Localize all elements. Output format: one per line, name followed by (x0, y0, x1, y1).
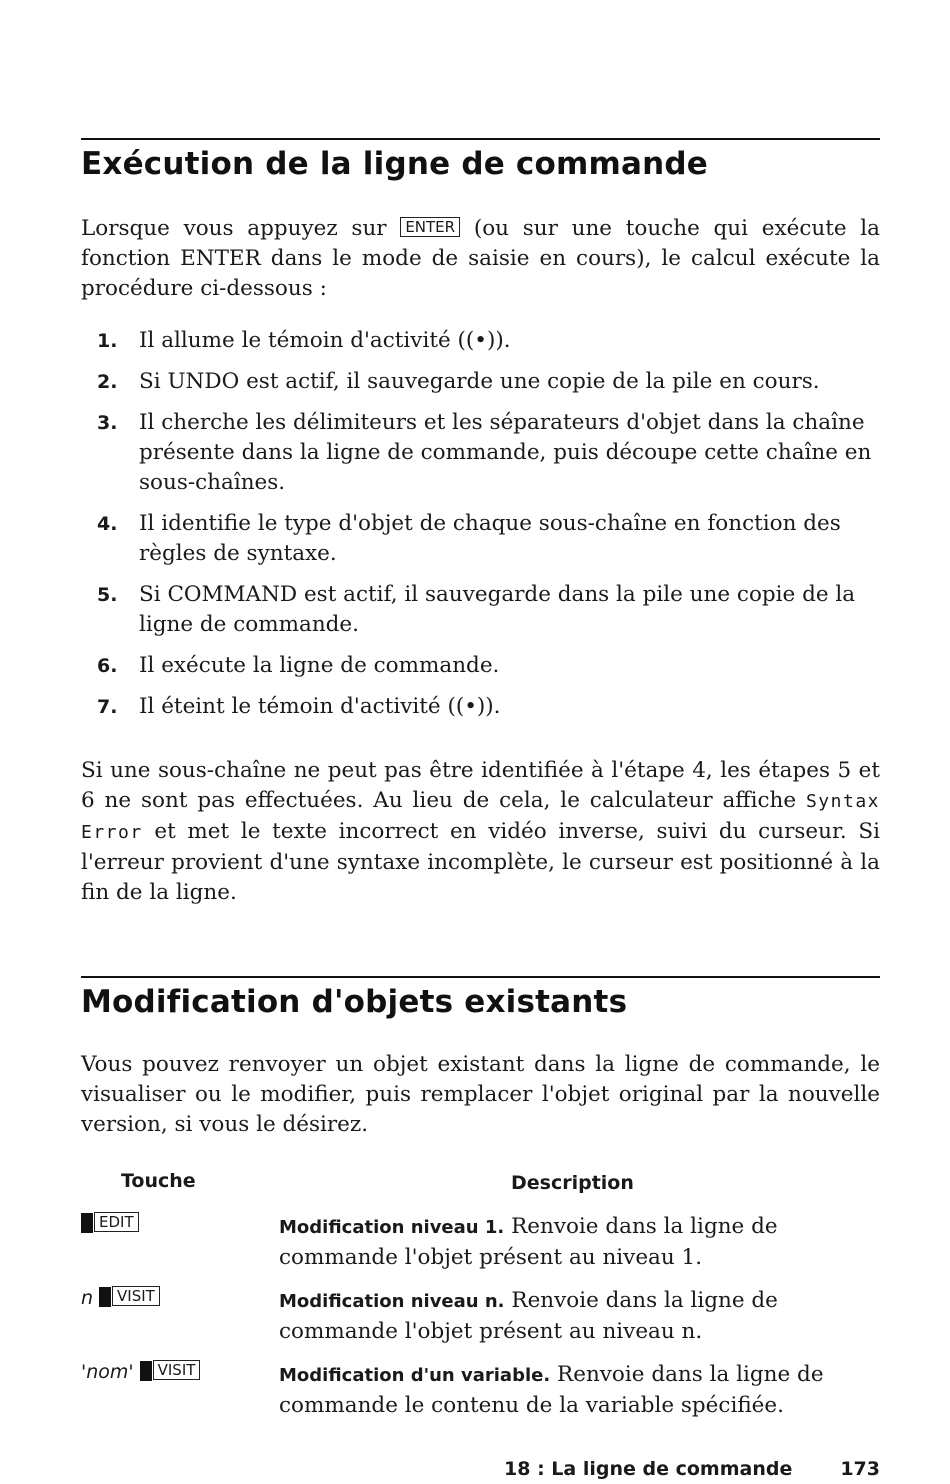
row-lead: Modification niveau n. (279, 1291, 505, 1312)
procedure-steps (81, 326, 880, 733)
intro-text-after: (ou sur une touche qui exécute la fonction ENTER dans le mode de saisie en cours), le calcul exécute la procédure ci-dessous : (81, 216, 880, 301)
visit-key: VISIT (153, 1360, 201, 1380)
page-number: 173 (840, 1458, 880, 1480)
section-title-modification: Modification d'objets existants (81, 984, 628, 1020)
section-title-execution: Exécution de la ligne de commande (81, 146, 709, 182)
step-text: Si UNDO est actif, il sauvegarde une copie de la pile en cours. (139, 369, 820, 394)
key-cell (81, 1360, 200, 1383)
description-cell (279, 1286, 880, 1347)
column-header-key: Touche (121, 1170, 196, 1192)
list-item (81, 651, 880, 681)
footer-chapter: 18 : La ligne de commande (504, 1458, 793, 1480)
description-cell (279, 1212, 880, 1273)
key-prefix: n (81, 1287, 94, 1309)
modification-intro: Vous pouvez renvoyer un objet existant dans la ligne de commande, le visualiser ou le modifier, puis remplacer l'objet original par la nouvelle version, si vous le désirez. (81, 1052, 880, 1137)
row-description: Renvoie dans la ligne de commande l'objet présent au niveau n. (279, 1288, 778, 1344)
shift-key-icon (140, 1361, 152, 1381)
visit-key: VISIT (112, 1286, 160, 1306)
row-description: Renvoie dans la ligne de commande l'objet présent au niveau 1. (279, 1214, 778, 1270)
row-lead: Modification d'un variable. (279, 1365, 551, 1386)
shift-key-icon (81, 1213, 93, 1233)
key-prefix: 'nom' (81, 1361, 134, 1383)
syntax-error-display: Syntax Error (81, 791, 880, 843)
shift-key-icon (99, 1287, 111, 1307)
step-number: 4. (97, 513, 118, 535)
outro-paragraph (81, 756, 880, 908)
list-item (81, 580, 880, 640)
row-lead: Modification niveau 1. (279, 1217, 505, 1238)
list-item (81, 408, 880, 498)
step-text: Il identifie le type d'objet de chaque sous-chaîne en fonction des règles de syntaxe. (139, 511, 841, 566)
step-text: Il cherche les délimiteurs et les séparateurs d'objet dans la chaîne présente dans la ligne de commande, puis découpe cette chaîne en sous-chaînes. (139, 410, 872, 495)
key-cell (81, 1212, 139, 1235)
step-number: 6. (97, 655, 118, 677)
list-item (81, 326, 880, 356)
column-header-description: Description (511, 1172, 634, 1194)
step-number: 1. (97, 330, 118, 352)
page-footer (504, 1458, 880, 1480)
description-cell (279, 1360, 880, 1421)
edit-key: EDIT (94, 1212, 139, 1232)
step-number: 7. (97, 696, 118, 718)
outro-text-before: Si une sous-chaîne ne peut pas être identifiée à l'étape 4, les étapes 5 et 6 ne sont pas effectuées. Au lieu de cela, le calculateur affiche (81, 758, 880, 813)
step-text: Il éteint le témoin d'activité ((•)). (139, 694, 501, 719)
section-rule (81, 138, 880, 140)
intro-paragraph (81, 214, 880, 304)
step-text: Il allume le témoin d'activité ((•)). (139, 328, 511, 353)
step-text: Il exécute la ligne de commande. (139, 653, 500, 678)
enter-key: ENTER (400, 217, 460, 237)
step-number: 5. (97, 584, 118, 606)
list-item (81, 367, 880, 397)
key-cell (81, 1286, 160, 1309)
row-description: Renvoie dans la ligne de commande le contenu de la variable spécifiée. (279, 1362, 824, 1418)
intro-text-before: Lorsque vous appuyez sur (81, 216, 387, 241)
section-rule (81, 976, 880, 978)
step-number: 2. (97, 371, 118, 393)
list-item (81, 692, 880, 722)
manual-page (81, 0, 880, 1484)
list-item (81, 509, 880, 569)
step-text: Si COMMAND est actif, il sauvegarde dans la pile une copie de la ligne de commande. (139, 582, 856, 637)
outro-text-after: et met le texte incorrect en vidéo inverse, suivi du curseur. Si l'erreur provient d'une syntaxe incomplète, le curseur est positionné à la fin de la ligne. (81, 819, 880, 905)
step-number: 3. (97, 412, 118, 434)
